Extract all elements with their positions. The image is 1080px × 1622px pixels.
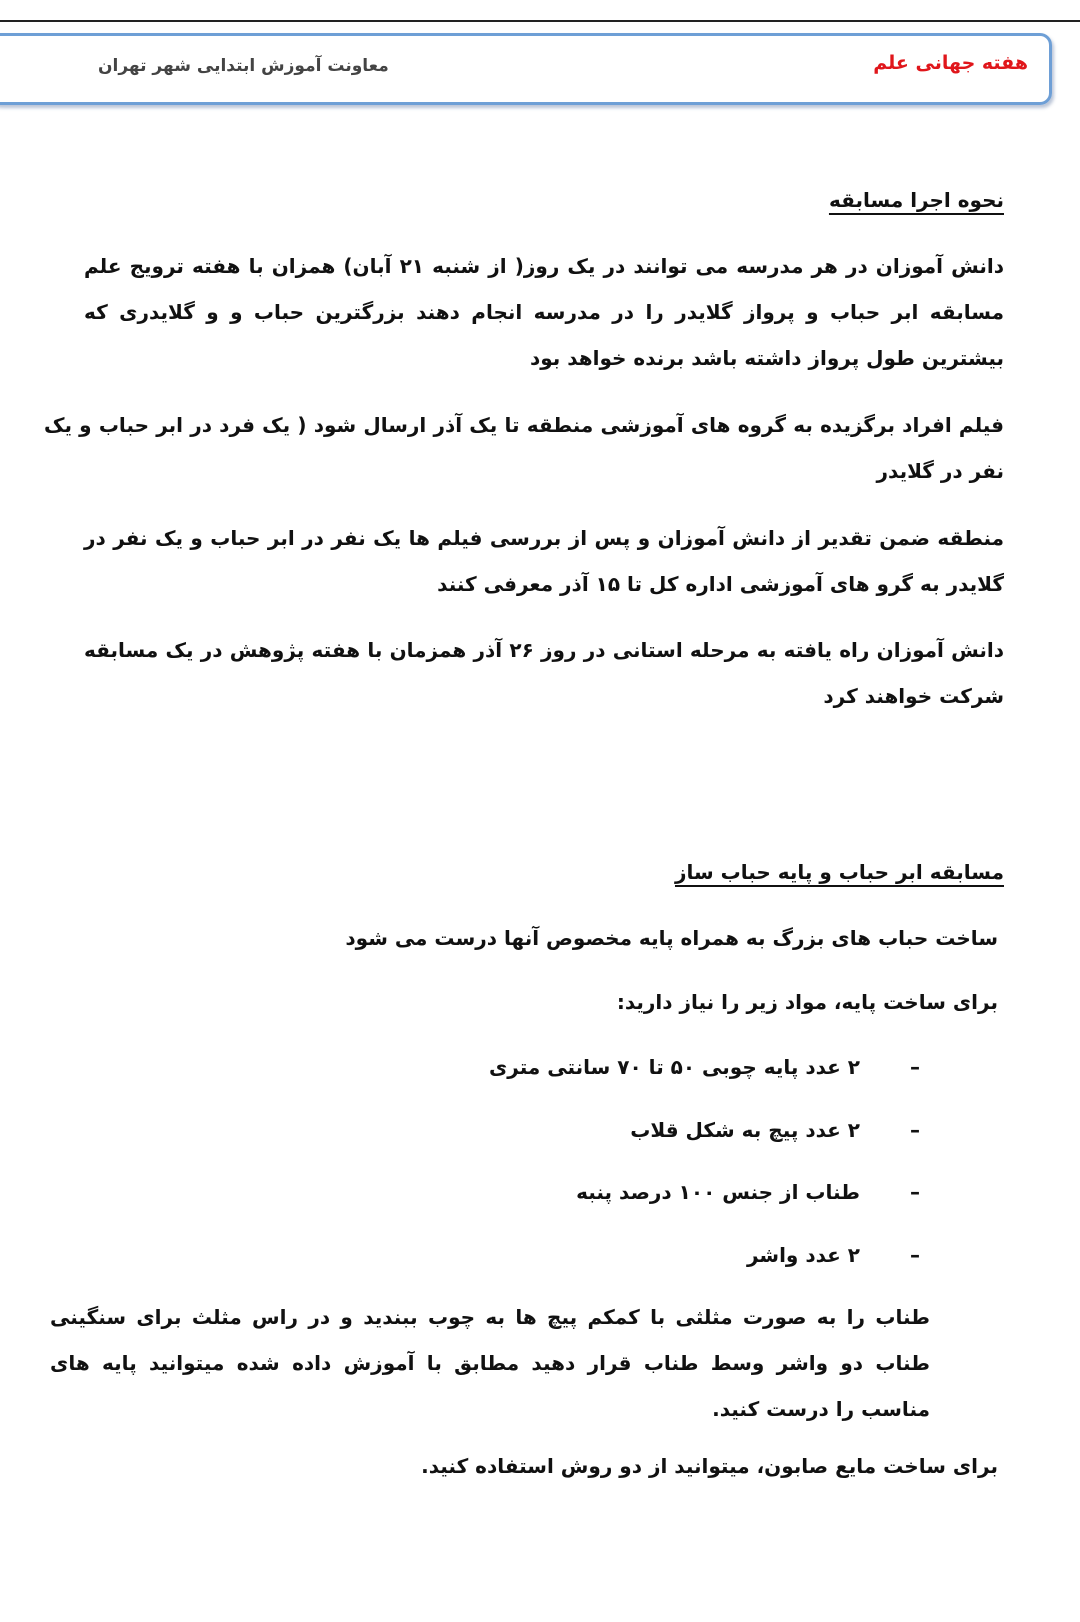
material-item: ۲ عدد پیچ به شکل قلاب [630, 1118, 860, 1142]
soap-intro: برای ساخت مایع صابون، میتوانید از دو روش استفاده کنید. [421, 1454, 998, 1478]
material-item: طناب از جنس ۱۰۰ درصد پنبه [576, 1180, 860, 1204]
materials-intro: برای ساخت پایه، مواد زیر را نیاز دارید: [616, 990, 998, 1014]
material-item: ۲ عدد پایه چوبی ۵۰ تا ۷۰ سانتی متری [488, 1055, 860, 1079]
paragraph-procedure-2: فیلم افراد برگزیده به گروه های آموزشی منطقه تا یک آذر ارسال شود ( یک فرد در ابر حباب و یک نفر در گلایدر [44, 413, 1004, 483]
paragraph-procedure-1: دانش آموزان در هر مدرسه می توانند در یک روز( از شنبه ۲۱ آبان) همزان با هفته ترویج علم مسابقه ابر حباب و پرواز گلایدر را در مدرسه انجام دهند بزرگترین حباب و و گلایدری که بیشترین طول پرواز داشته باشد برنده خواهد بود [84, 254, 1004, 370]
paragraph-procedure-4: دانش آموزان راه یافته به مرحله استانی در روز ۲۶ آذر همزمان با هفته پژوهش در یک مسابقه شرکت خواهند کرد [84, 638, 1005, 708]
section-heading-bubble: مسابقه ابر حباب و پایه حباب ساز [674, 860, 1004, 884]
paragraph-procedure-3: منطقه ضمن تقدیر از دانش آموزان و پس از بررسی فیلم ها یک نفر در ابر حباب و یک نفر در گلایدر به گرو های آموزشی اداره کل تا ۱۵ آذر معرفی کنند [84, 526, 1004, 596]
top-rule [0, 20, 1080, 22]
bubble-intro: ساخت حباب های بزرگ به همراه پایه مخصوص آنها درست می شود [345, 926, 998, 950]
bullet-dash: – [910, 1118, 920, 1142]
header-title: هفته جهانی علم [873, 52, 1028, 74]
instructions-paragraph: طناب را به صورت مثلثی با کمکم پیچ ها به چوب ببندید و در راس مثلث برای سنگینی طناب دو واشر وسط طناب قرار دهید مطابق با آموزش داده شده میتوانید پایه های مناسب را درست کنید. [50, 1305, 930, 1421]
bullet-dash: – [910, 1243, 920, 1267]
bullet-dash: – [910, 1055, 920, 1079]
section-heading-procedure: نحوه اجرا مسابقه [828, 188, 1004, 212]
bullet-dash: – [910, 1180, 920, 1204]
material-item: ۲ عدد واشر [746, 1243, 860, 1267]
header-organization: معاونت آموزش ابتدایی شهر تهران [98, 56, 389, 76]
